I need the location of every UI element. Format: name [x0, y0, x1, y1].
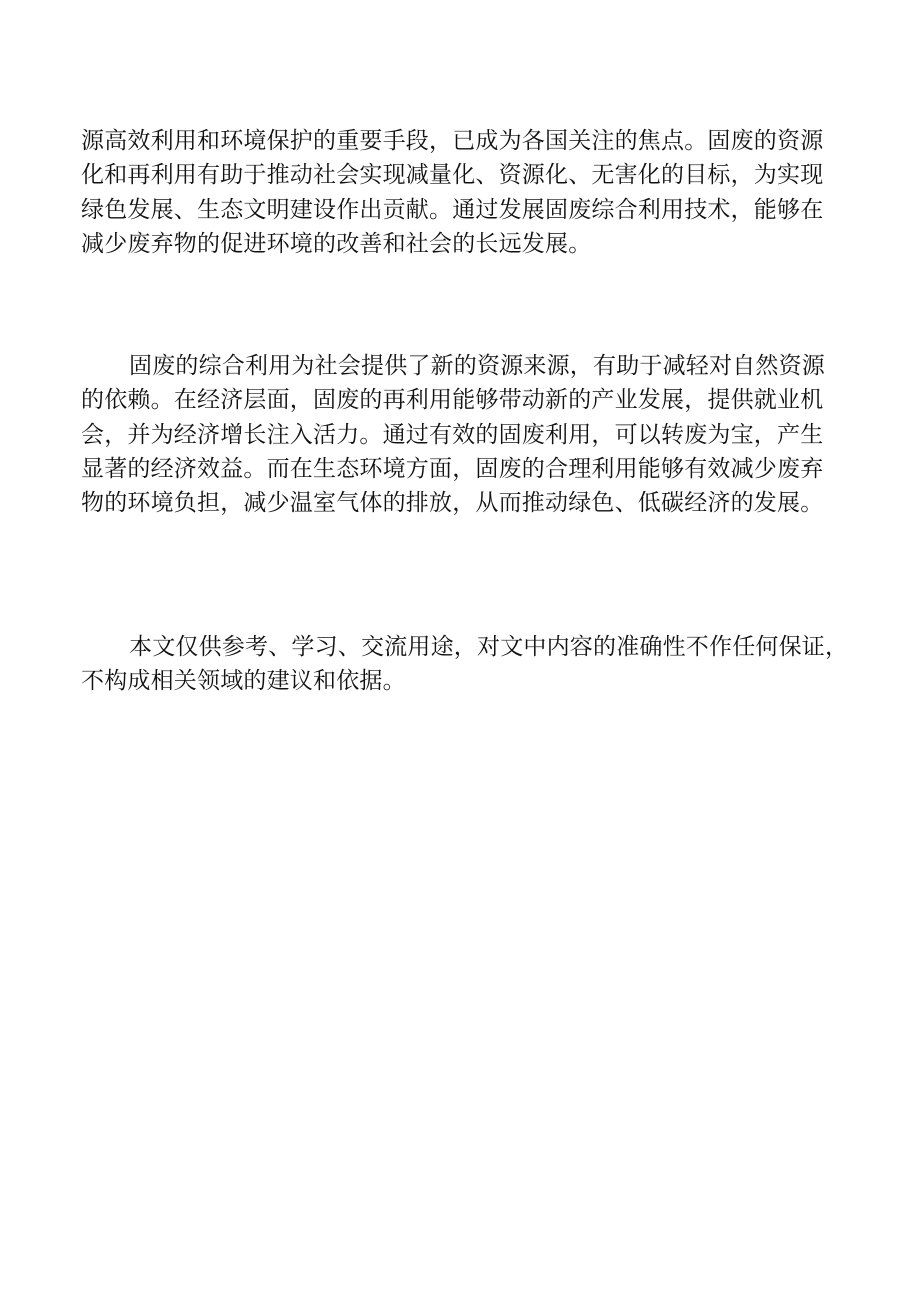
paragraph-continuation [81, 124, 833, 261]
text-line: 会，并为经济增长注入活力。通过有效的固废利用，可以转废为宝，产生 [81, 421, 824, 448]
text-line: 物的环境负担，减少温室气体的排放，从而推动绿色、低碳经济的发展。 [81, 490, 824, 517]
text-line: 化和再利用有助于推动社会实现减量化、资源化、无害化的目标，为实现 [81, 162, 824, 189]
paragraph-benefits [81, 349, 833, 520]
text-line: 的依赖。在经济层面，固废的再利用能够带动新的产业发展，提供就业机 [81, 387, 824, 414]
text-line: 减少废弃物的促进环境的改善和社会的长远发展。 [81, 230, 592, 257]
text-line: 固废的综合利用为社会提供了新的资源来源，有助于减轻对自然资源 [129, 353, 825, 379]
text-line: 显著的经济效益。而在生态环境方面，固废的合理利用能够有效减少废弃 [81, 455, 824, 482]
paragraph-disclaimer [81, 630, 849, 699]
text-line: 不构成相关领域的建议和依据。 [81, 668, 406, 695]
text-line: 绿色发展、生态文明建设作出贡献。通过发展固废综合利用技术，能够在 [81, 196, 824, 223]
text-line: 本文仅供参考、学习、交流用途，对文中内容的准确性不作任何保证， [129, 634, 849, 660]
text-line: 源高效利用和环境保护的重要手段，已成为各国关注的焦点。固废的资源 [81, 128, 824, 154]
